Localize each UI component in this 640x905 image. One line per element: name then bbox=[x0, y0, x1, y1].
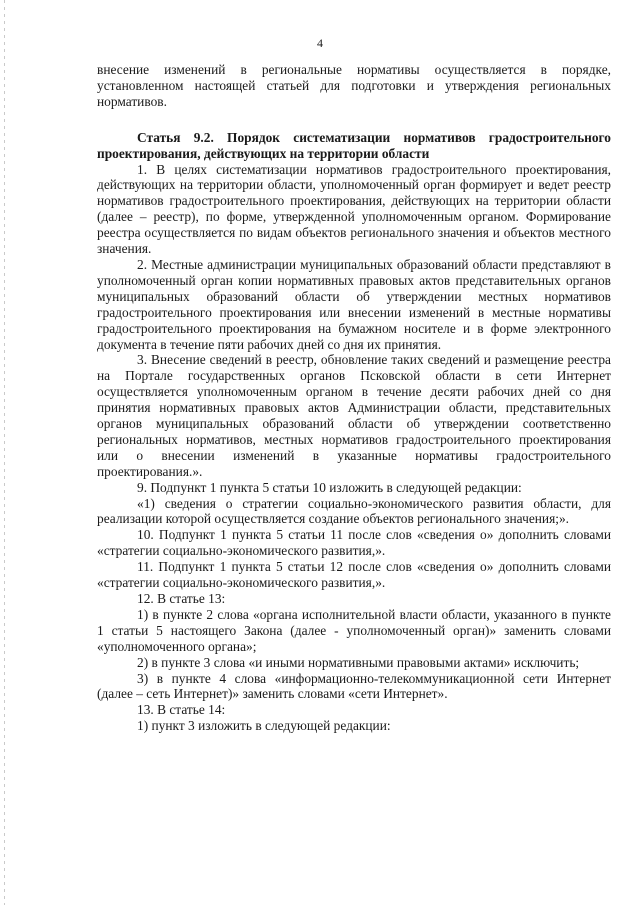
paragraph-item-12: 12. В статье 13: bbox=[137, 591, 226, 606]
paragraph-item-10: 10. Подпункт 1 пункта 5 статьи 11 после слов «сведения о» дополнить словами «стратегии социально-экономического развития,». bbox=[97, 527, 611, 559]
paragraph-item-2: 2. Местные администрации муниципальных образований области представляют в уполномоченный орган копии нормативных правовых актов представительных органов муниципальных образований области об утверждении местных нормативов градостроительного проектирования или внесении изменений в местные нормативы градостроительного проектирования на бумажном носителе и в форме электронного документа в течение пяти рабочих дней со дня их принятия. bbox=[97, 256, 611, 352]
paragraph-item-13: 13. В статье 14: bbox=[137, 702, 226, 718]
article-title: Статья 9.2. Порядок систематизации нормативов градостроительного проектирования, действующих на территории области bbox=[97, 129, 611, 161]
paragraph-item-12-2: 2) в пункте 3 слова «и иными нормативными правовыми актами» исключить; bbox=[137, 654, 580, 670]
scan-edge-line bbox=[4, 0, 5, 905]
paragraph-item-1: 1. В целях систематизации нормативов градостроительного проектирования, действующих на территории области, уполномоченный орган формирует и ведет реестр нормативов градостроительного проектирования, действующих на территории области (далее – реестр), по форме, утвержденной уполномоченным органом. Формирование реестра осуществляется по видам объектов регионального значения и объектов местного значения. bbox=[97, 161, 611, 257]
paragraph-item-9: 9. Подпункт 1 пункта 5 статьи 10 изложить в следующей редакции: bbox=[137, 479, 522, 495]
paragraph-item-11: 11. Подпункт 1 пункта 5 статьи 12 после слов «сведения о» дополнить словами «стратегии социально-экономического развития,». bbox=[97, 559, 611, 591]
paragraph-item-13-1: 1) пункт 3 изложить в следующей редакции: bbox=[137, 718, 391, 734]
document-body bbox=[97, 62, 611, 734]
paragraph-item-3: 3. Внесение сведений в реестр, обновление таких сведений и размещение реестра на Портале государственных органов Псковской области в сети Интернет осуществляется уполномоченным органом в течение десяти рабочих дней со дня принятия нормативных правовых актов Администрации области, представительных органов муниципальных образований области об утверждении соответственно региональных нормативов, местных нормативов градостроительного проектирования или о внесении изменений в указанные нормативы градостроительного проектирования.». bbox=[97, 352, 611, 479]
paragraph-item-12-1: 1) в пункте 2 слова «органа исполнительной власти области, указанного в пункте 1 статьи 5 настоящего Закона (далее - уполномоченный орган)» заменить словами «уполномоченного органа»; bbox=[97, 606, 611, 654]
page-number: 4 bbox=[317, 36, 323, 50]
paragraph-item-9-1: «1) сведения о стратегии социально-экономического развития области, для реализации которой осуществляется создание объектов регионального значения;». bbox=[97, 495, 611, 527]
paragraph-item-12-3: 3) в пункте 4 слова «информационно-телекоммуникационной сети Интернет (далее – сеть Интернет)» заменить словами «сети Интернет». bbox=[97, 670, 611, 702]
paragraph-intro: внесение изменений в региональные нормативы осуществляется в порядке, установленном настоящей статьей для подготовки и утверждения региональных нормативов. bbox=[97, 62, 611, 109]
